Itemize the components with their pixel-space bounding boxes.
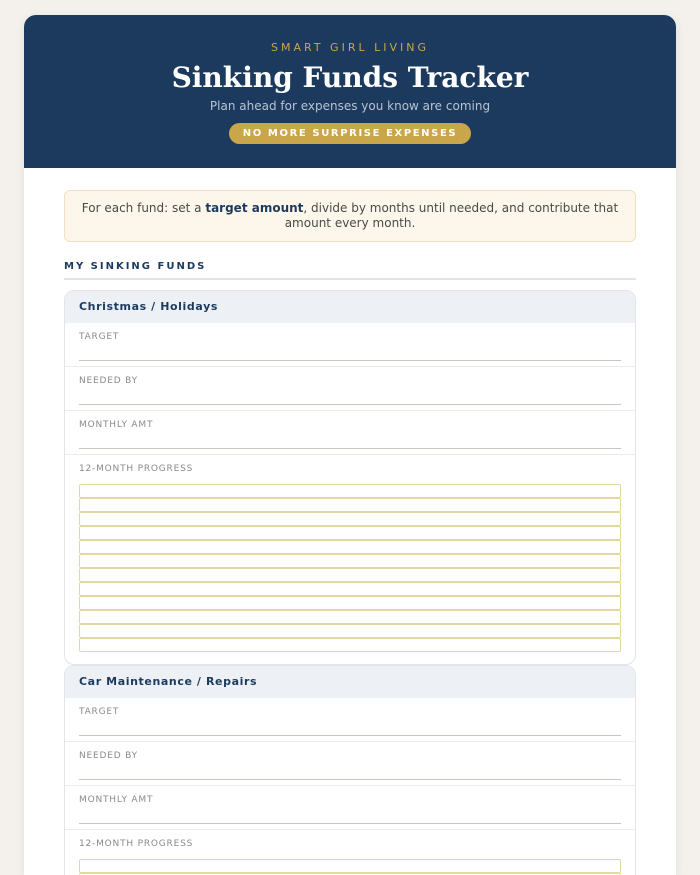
progress-label: 12-MONTH PROGRESS <box>79 839 194 849</box>
monthly-input-line[interactable] <box>79 818 621 824</box>
monthly-label: MONTHLY AMT <box>79 420 154 430</box>
monthly-input-line[interactable] <box>79 443 621 449</box>
fund-name: Car Maintenance / Repairs <box>65 666 635 698</box>
progress-row[interactable] <box>79 624 621 638</box>
progress-row[interactable] <box>79 596 621 610</box>
tagline-badge: NO MORE SURPRISE EXPENSES <box>229 123 471 144</box>
progress-rows <box>79 484 621 652</box>
target-input-line[interactable] <box>79 730 621 736</box>
monthly-field <box>65 411 635 455</box>
progress-row[interactable] <box>79 484 621 498</box>
progress-row[interactable] <box>79 610 621 624</box>
progress-row[interactable] <box>79 638 621 652</box>
note-suffix: , divide by months until needed, and contribute that amount every month. <box>284 201 619 230</box>
needed-by-field <box>65 742 635 786</box>
progress-section <box>65 455 635 664</box>
fund-card <box>64 665 636 875</box>
progress-row[interactable] <box>79 526 621 540</box>
needed-by-label: NEEDED BY <box>79 751 138 761</box>
progress-row[interactable] <box>79 512 621 526</box>
progress-rows <box>79 859 621 875</box>
target-field <box>65 323 635 367</box>
fund-card <box>64 290 636 665</box>
target-label: TARGET <box>79 332 120 342</box>
monthly-label: MONTHLY AMT <box>79 795 154 805</box>
needed-by-input-line[interactable] <box>79 399 621 405</box>
progress-label: 12-MONTH PROGRESS <box>79 464 194 474</box>
note-emphasis: target amount <box>205 201 304 215</box>
progress-row[interactable] <box>79 568 621 582</box>
funds-list <box>64 290 636 875</box>
target-input-line[interactable] <box>79 355 621 361</box>
tracker-page <box>24 15 676 875</box>
progress-row[interactable] <box>79 554 621 568</box>
header <box>24 15 676 168</box>
fund-name: Christmas / Holidays <box>65 291 635 323</box>
progress-row[interactable] <box>79 582 621 596</box>
note-prefix: For each fund: set a <box>81 201 206 215</box>
section-title: MY SINKING FUNDS <box>64 261 636 280</box>
brand-label: SMART GIRL LIVING <box>271 41 429 54</box>
monthly-field <box>65 786 635 830</box>
page-subtitle: Plan ahead for expenses you know are coming <box>209 99 491 113</box>
instructions-note <box>64 190 636 242</box>
progress-row[interactable] <box>79 540 621 554</box>
needed-by-label: NEEDED BY <box>79 376 138 386</box>
needed-by-field <box>65 367 635 411</box>
progress-row[interactable] <box>79 859 621 873</box>
page-title: Sinking Funds Tracker <box>171 61 529 94</box>
progress-row[interactable] <box>79 498 621 512</box>
target-label: TARGET <box>79 707 120 717</box>
target-field <box>65 698 635 742</box>
content <box>24 168 676 875</box>
progress-section <box>65 830 635 875</box>
needed-by-input-line[interactable] <box>79 774 621 780</box>
